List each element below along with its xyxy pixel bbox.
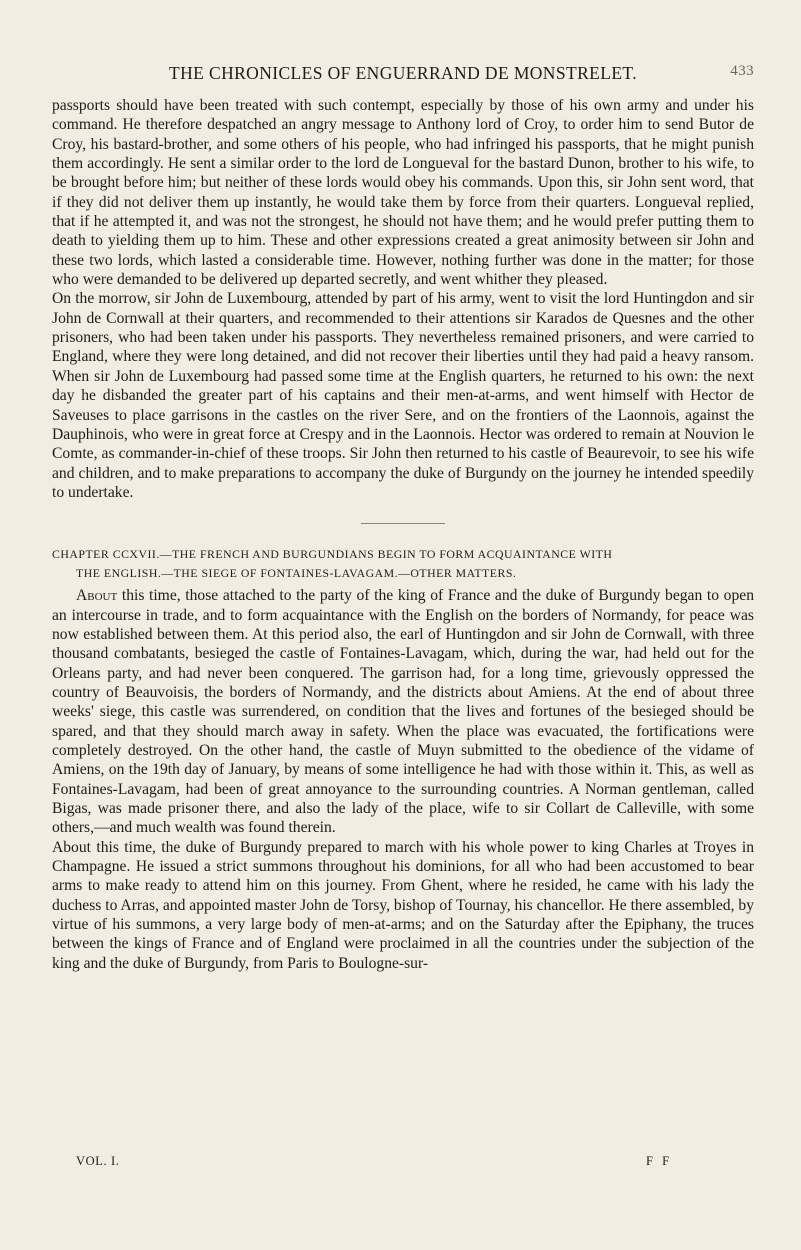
paragraph-4: About this time, the duke of Burgundy prepared to march with his whole power to king Charles at Troyes in Champagne. He issued a strict summons throughout his dominions, for all who had been accustomed to bear arms to make ready to attend him on this journey. From Ghent, where he resided, he came with his lady the duchess to Arras, and appointed master John de Torsy, bishop of Tournay, his chancellor. He there assembled, by virtue of his summons, a very large body of men-at-arms; and on the Saturday after the Epiphany, the truces between the kings of France and of England were proclaimed in all the countries under the subjection of the king and the duke of Burgundy, from Paris to Boulogne-sur-	[52, 838, 754, 972]
signature-mark: F F	[646, 1154, 673, 1168]
volume-mark: VOL. I.	[76, 1154, 120, 1168]
page-number: 433	[730, 63, 754, 79]
chapter-heading-line-2: THE ENGLISH.—THE SIEGE OF FONTAINES-LAVAGAM.—OTHER MATTERS.	[76, 566, 517, 581]
paragraph-3-lead: About	[76, 587, 118, 605]
paragraph-3	[52, 586, 754, 837]
chapter-heading	[52, 545, 754, 583]
running-title: THE CHRONICLES OF ENGUERRAND DE MONSTRELET.	[169, 63, 637, 83]
paragraph-2: On the morrow, sir John de Luxembourg, attended by part of his army, went to visit the lord Huntingdon and sir John de Cornwall at their quarters, and recommended to their attentions sir Karados de Quesnes and the other prisoners, who had been taken under his passports. They nevertheless remained prisoners, and were carried to England, where they were long detained, and did not recover their liberties until they had paid a heavy ransom. When sir John de Luxembourg had passed some time at the English quarters, he returned to his own: the next day he disbanded the greater part of his captains and their men-at-arms, and went himself with Hector de Saveuses to place garrisons in the castles on the river Sere, and on the frontiers of the Laonnois, against the Dauphinois, who were in great force at Crespy and in the Laonnois. Hector was ordered to remain at Nouvion le Comte, as commander-in-chief of these troops. Sir John then returned to his castle of Beaurevoir, to see his wife and children, and to make preparations to accompany the duke of Burgundy on the journey he intended speedily to undertake.	[52, 290, 754, 501]
chapter-heading-line-1: CHAPTER CCXVII.—THE FRENCH AND BURGUNDIANS BEGIN TO FORM ACQUAINTANCE WITH	[52, 547, 613, 562]
page-body	[52, 96, 754, 973]
paragraph-1: passports should have been treated with such contempt, especially by those of his own army and under his command. He therefore despatched an angry message to Anthony lord of Croy, to order him to send Butor de Croy, his bastard-brother, and some others of his people, who had infringed his passports, that he might punish them accordingly. He sent a similar order to the lord de Longueval for the bastard Dunon, brother to his wife, to be brought before him; but neither of these lords would obey his commands. Upon this, sir John sent word, that if they did not deliver them up instantly, he would take them by force from their quarters. Longueval replied, that if he attempted it, and was not the strongest, he should not have them; and he would prefer putting them to death to yielding them up to him. These and other expressions created a great animosity between sir John and these two lords, which lasted a considerable time. However, nothing further was done in the matter; for those who were demanded to be delivered up departed secretly, and went whither they pleased.	[52, 97, 754, 289]
paragraph-3-text: this time, those attached to the party of the king of France and the duke of Burgundy began to open an intercourse in trade, and to form acquaintance with the English on the borders of Normandy, for peace was now established between them. At this period also, the earl of Huntingdon and sir John de Cornwall, with three thousand combatants, besieged the castle of Fontaines-Lavagam, which, during the war, had held out for the Orleans party, and had never been conquered. The garrison had, for a long time, grievously oppressed the country of Beauvoisis, the borders of Normandy, and the districts about Amiens. At the end of about three weeks' siege, this castle was surrendered, on condition that the lives and fortunes of the besieged should be spared, and that they should march away in safety. When the place was evacuated, the fortifications were completely destroyed. On the other hand, the castle of Muyn submitted to the obedience of the vidame of Amiens, on the 19th day of January, by means of some intelligence he had with those within it. This, as well as Fontaines-Lavagam, had been of great annoyance to the surrounding countries. A Norman gentleman, called Bigas, was made prisoner there, and also the lady of the place, wife to sir Collart de Calleville, with some others,—and much wealth was found therein.	[52, 587, 754, 837]
section-divider	[361, 523, 445, 524]
